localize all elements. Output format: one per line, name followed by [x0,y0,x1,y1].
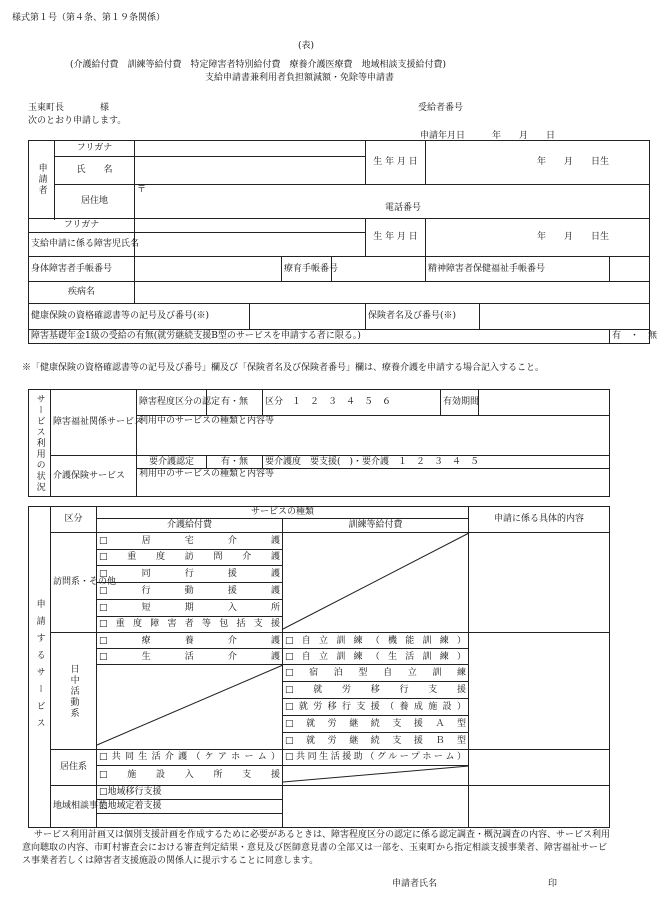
ryoiku-notebook-label: 療育手帳番号 [282,257,332,282]
service-checkbox[interactable]: □地域定着支援 [97,800,283,814]
service-checkbox[interactable]: □短期入所 [97,599,283,616]
applicant-dob-value[interactable]: 年 月 日生 [426,141,650,185]
child-furigana-field[interactable] [135,219,366,233]
training-empty-home-visit [283,533,469,633]
services-table [28,506,610,828]
applicant-name-label: 氏 名 [55,157,135,185]
service-checkbox[interactable]: □宿泊型自立訓練 [283,665,469,682]
applicant-table [28,140,657,344]
child-name-field[interactable] [135,233,366,257]
care-empty-daytime [97,665,283,749]
request-text: 次のとおり申請します。 [28,116,127,126]
service-checkbox[interactable]: □療養介護 [97,633,283,649]
group-home-visit: 訪問系・その他 [51,533,97,633]
form-title-2: 支給申請書兼利用者負担額減額・免除等申請書 [205,73,395,83]
care-levels-options: 要支援( )・要介護 １ ２ ３ ４ ５ [310,456,480,467]
service-checkbox[interactable]: □施設入所支援 [97,765,283,785]
training-header: 訓練等給付費 [283,519,469,533]
service-checkbox[interactable]: □就労継続支援Ｂ型 [283,732,469,749]
group-residential: 居住系 [51,749,97,785]
recipient-number-label: 受給者番号 [418,103,464,113]
cert-yesno[interactable]: 有・無 [207,390,263,416]
care-header: 介護給付費 [97,519,283,533]
service-checkbox[interactable]: □重度障害者等包括支援 [97,616,283,633]
care-levels[interactable] [263,456,610,469]
service-checkbox[interactable]: □自立訓練（機能訓練） [283,633,469,649]
service-checkbox[interactable]: □重度訪問介護 [97,549,283,566]
detail-community[interactable] [469,786,610,828]
applicant-section-label: 申請者 [29,141,55,219]
training-empty-community [283,786,469,828]
table-label: (表) [298,41,315,51]
applicant-furigana-label: フリガナ [55,141,135,157]
group-daytime: 日中活動系 [51,633,97,749]
service-kind-header: サービスの種類 [97,507,469,519]
care-insurance-label: 介護保険サービス [51,456,137,497]
service-checkbox[interactable]: □自立訓練（生活訓練） [283,649,469,665]
applicant-phone-label: 電話番号 [385,203,422,213]
care-current-services[interactable]: 利用中のサービスの種類と内容等 [137,469,610,497]
applicant-dob-label: 生 年 月 日 [366,141,426,185]
welfare-current-services[interactable]: 利用中のサービスの種類と内容等 [137,416,610,456]
valid-period-label: 有効期間 [441,390,479,416]
detail-daytime[interactable] [469,633,610,749]
usage-table [28,389,610,497]
disease-field[interactable] [135,282,650,304]
service-checkbox[interactable]: □共同生活援助（グループホーム） [283,749,469,765]
kubun-options[interactable]: 区分 １ ２ ３ ４ ５ ６ [263,390,441,416]
cert-label: 障害程度区分の認定 [137,390,207,416]
child-dob-value[interactable]: 年 月 日生 [426,219,650,257]
service-checkbox[interactable]: □行動援護 [97,583,283,600]
detail-header: 申請に係る具体的内容 [469,507,610,533]
category-header: 区分 [51,507,97,533]
service-checkbox[interactable]: □就労移行支援 [283,682,469,699]
applicant-address-label: 居住地 [55,185,135,219]
care-cert-yesno[interactable]: 有・無 [207,456,263,469]
pension-yesno[interactable]: 有 ・ 無 [610,330,650,344]
community-blank-row [97,814,283,828]
service-checkbox[interactable]: □地域移行支援 [97,786,283,800]
child-dob-label: 生 年 月 日 [366,219,426,257]
training-empty-residential [283,765,469,785]
insurance-number-field[interactable] [250,304,366,330]
child-name-label: 支給申請に係る障害児氏名 [29,233,135,257]
insurer-label: 保険者名及び番号(※) [366,304,480,330]
physical-notebook-field[interactable] [135,257,282,282]
services-section-label: 申請するサービス [29,507,51,828]
care-cert-label: 要介護認定 [137,456,207,469]
diagonal-line [283,766,469,782]
seal-mark: 印 [548,879,558,889]
service-checkbox[interactable]: □居宅介護 [97,533,283,550]
care-degree-label: 要介護度 [265,456,302,467]
ryoiku-notebook-field[interactable] [332,257,426,282]
insurer-field[interactable] [480,304,650,330]
pension-label: 障害基礎年金1級の受給の有無(就労継続支援B型のサービスを申請する者に限る。) [29,330,610,344]
usage-section-label: サービス利用の状況 [29,390,51,497]
service-checkbox[interactable]: □同行援護 [97,566,283,583]
detail-residential[interactable] [469,749,610,785]
applicant-address-field[interactable] [135,185,650,219]
service-checkbox[interactable]: □共同生活介護（ケアホーム） [97,749,283,765]
applicant-name-field[interactable] [135,157,366,185]
consent-text: サービス利用計画又は個別支援計画を作成するために必要があるときは、障害程度区分の認定に係る認定調査・概況調査の内容、サービス利用意向聴取の内容、市町村審査会における審査判定結果・意見及び医師意見書の全部又は一部を、玉東町から指定相談支援事業者、障害福祉サービス事業者若しくは障害者支援施設の関係人に提示することに同意します。 [22,830,611,867]
addressee: 玉東町長 様 [28,103,110,113]
signature-label: 申請者氏名 [392,879,438,889]
valid-period-field[interactable] [479,390,610,416]
form-title-1: (介護給付費 訓練等給付費 特定障害者特別給付費 療養介護医療費 地域相談支援給付費) [70,60,447,70]
diagonal-line [97,665,283,745]
applicant-furigana-field[interactable] [135,141,366,157]
detail-home-visit[interactable] [469,533,610,633]
group-community: 地域相談事業 [51,786,97,828]
welfare-services-label: 障害福祉関係サービス [51,390,137,456]
disease-label: 疾病名 [29,282,135,304]
physical-notebook-label: 身体障害者手帳番号 [29,257,135,282]
child-furigana-label: フリガナ [29,219,135,233]
diagonal-line [283,533,469,629]
form-number: 様式第１号（第４条、第１９条関係） [12,13,166,23]
note-text: ※「健康保険の資格確認書等の記号及び番号」欄及び「保険者名及び保険者番号」欄は、療養介護を申請する場合記入すること。 [22,363,545,373]
service-checkbox[interactable]: □就労継続支援Ａ型 [283,715,469,732]
insurance-number-label: 健康保険の資格確認書等の記号及び番号(※) [29,304,250,330]
service-checkbox[interactable]: □生活介護 [97,649,283,665]
application-date: 申請年月日 年 月 日 [420,131,556,141]
mental-notebook-label: 精神障害者保健福祉手帳番号 [426,257,610,282]
service-checkbox[interactable]: □就労移行支援（養成施設） [283,699,469,716]
mental-notebook-field[interactable] [610,257,650,282]
postal-mark: 〒 [137,185,147,195]
